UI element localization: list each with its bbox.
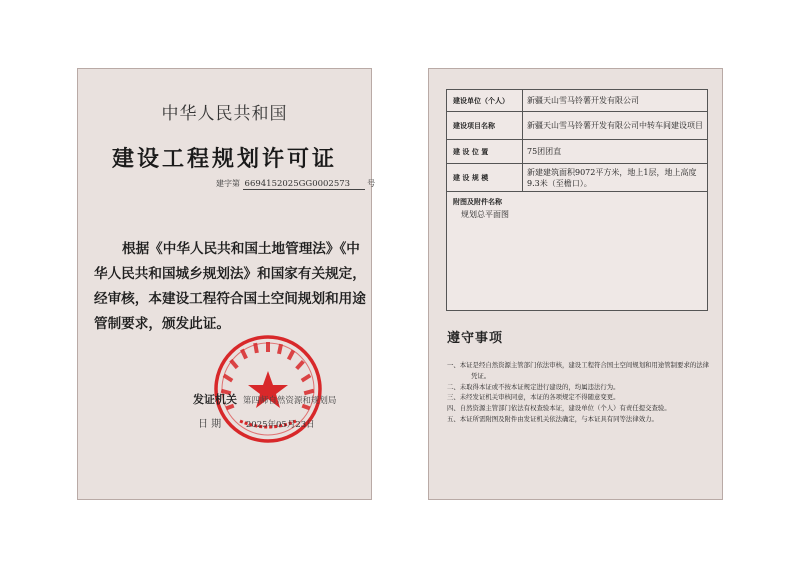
table-row <box>447 192 708 311</box>
attachments-cell <box>447 192 708 311</box>
field-label: 建 设 规 模 <box>447 164 523 192</box>
list-item: 五、本证所需附图及附件由发证机关依法确定，与本证具有同等法律效力。 <box>447 414 658 423</box>
attachments-label: 附图及附件名称 <box>453 198 502 206</box>
field-value: 新疆天山雪马铃薯开发有限公司中转车间建设项目 <box>523 112 708 140</box>
field-label: 建设单位（个人） <box>447 90 523 112</box>
date-label: 日 期 <box>198 419 222 430</box>
certificate-front-page <box>77 68 376 500</box>
field-label: 建设项目名称 <box>447 112 523 140</box>
notice-title: 遵守事项 <box>447 331 504 346</box>
notice-list <box>447 360 709 425</box>
date-row <box>198 415 315 430</box>
table-row <box>447 112 708 140</box>
issuer-label: 发证机关 <box>193 393 237 406</box>
number-prefix: 建字第 <box>216 179 240 188</box>
legal-basis-text: 根据《中华人民共和国土地管理法》《中华人民共和国城乡规划法》和国家有关规定，经审核，本建设工程符合国土空间规划和用途管制要求，颁发此证。 <box>94 241 366 332</box>
attachments-value: 规划总平面图 <box>461 210 509 219</box>
certificate-number-line <box>216 178 375 190</box>
date-value: 2025年05月23日 <box>245 420 315 430</box>
list-item: 一、本证是经自然资源主管部门依法审核，建设工程符合国土空间规划和用途管制要求的法律凭证。 <box>447 361 710 380</box>
certificate-title: 建设工程规划许可证 <box>111 147 337 172</box>
field-value: 75团团直 <box>523 140 708 164</box>
certificate-detail-page <box>428 68 723 500</box>
project-info-table <box>446 89 708 311</box>
table-row <box>447 140 708 164</box>
country-name: 中华人民共和国 <box>161 104 288 124</box>
issuer-value: 第四师自然资源和规划局 <box>242 396 337 406</box>
list-item: 四、自然资源主管部门依法有权查验本证，建设单位（个人）有责任提交查验。 <box>447 404 671 413</box>
issuer-row <box>193 391 336 407</box>
field-label: 建 设 位 置 <box>447 140 523 164</box>
certificate-number: 6694152025GG0002573 <box>243 179 365 190</box>
list-item: 二、未取得本证或不按本证规定进行建设的，均属违法行为。 <box>447 382 620 391</box>
number-suffix: 号 <box>367 179 376 188</box>
field-value: 新建建筑面积9072平方米，地上1层，地上高度9.3米（至檐口）。 <box>523 164 708 192</box>
table-row <box>447 90 708 112</box>
list-item: 三、未经发证机关审核同意，本证的各项规定不得随意变更。 <box>447 393 620 402</box>
field-value: 新疆天山雪马铃薯开发有限公司 <box>523 90 708 112</box>
table-row <box>447 164 708 192</box>
